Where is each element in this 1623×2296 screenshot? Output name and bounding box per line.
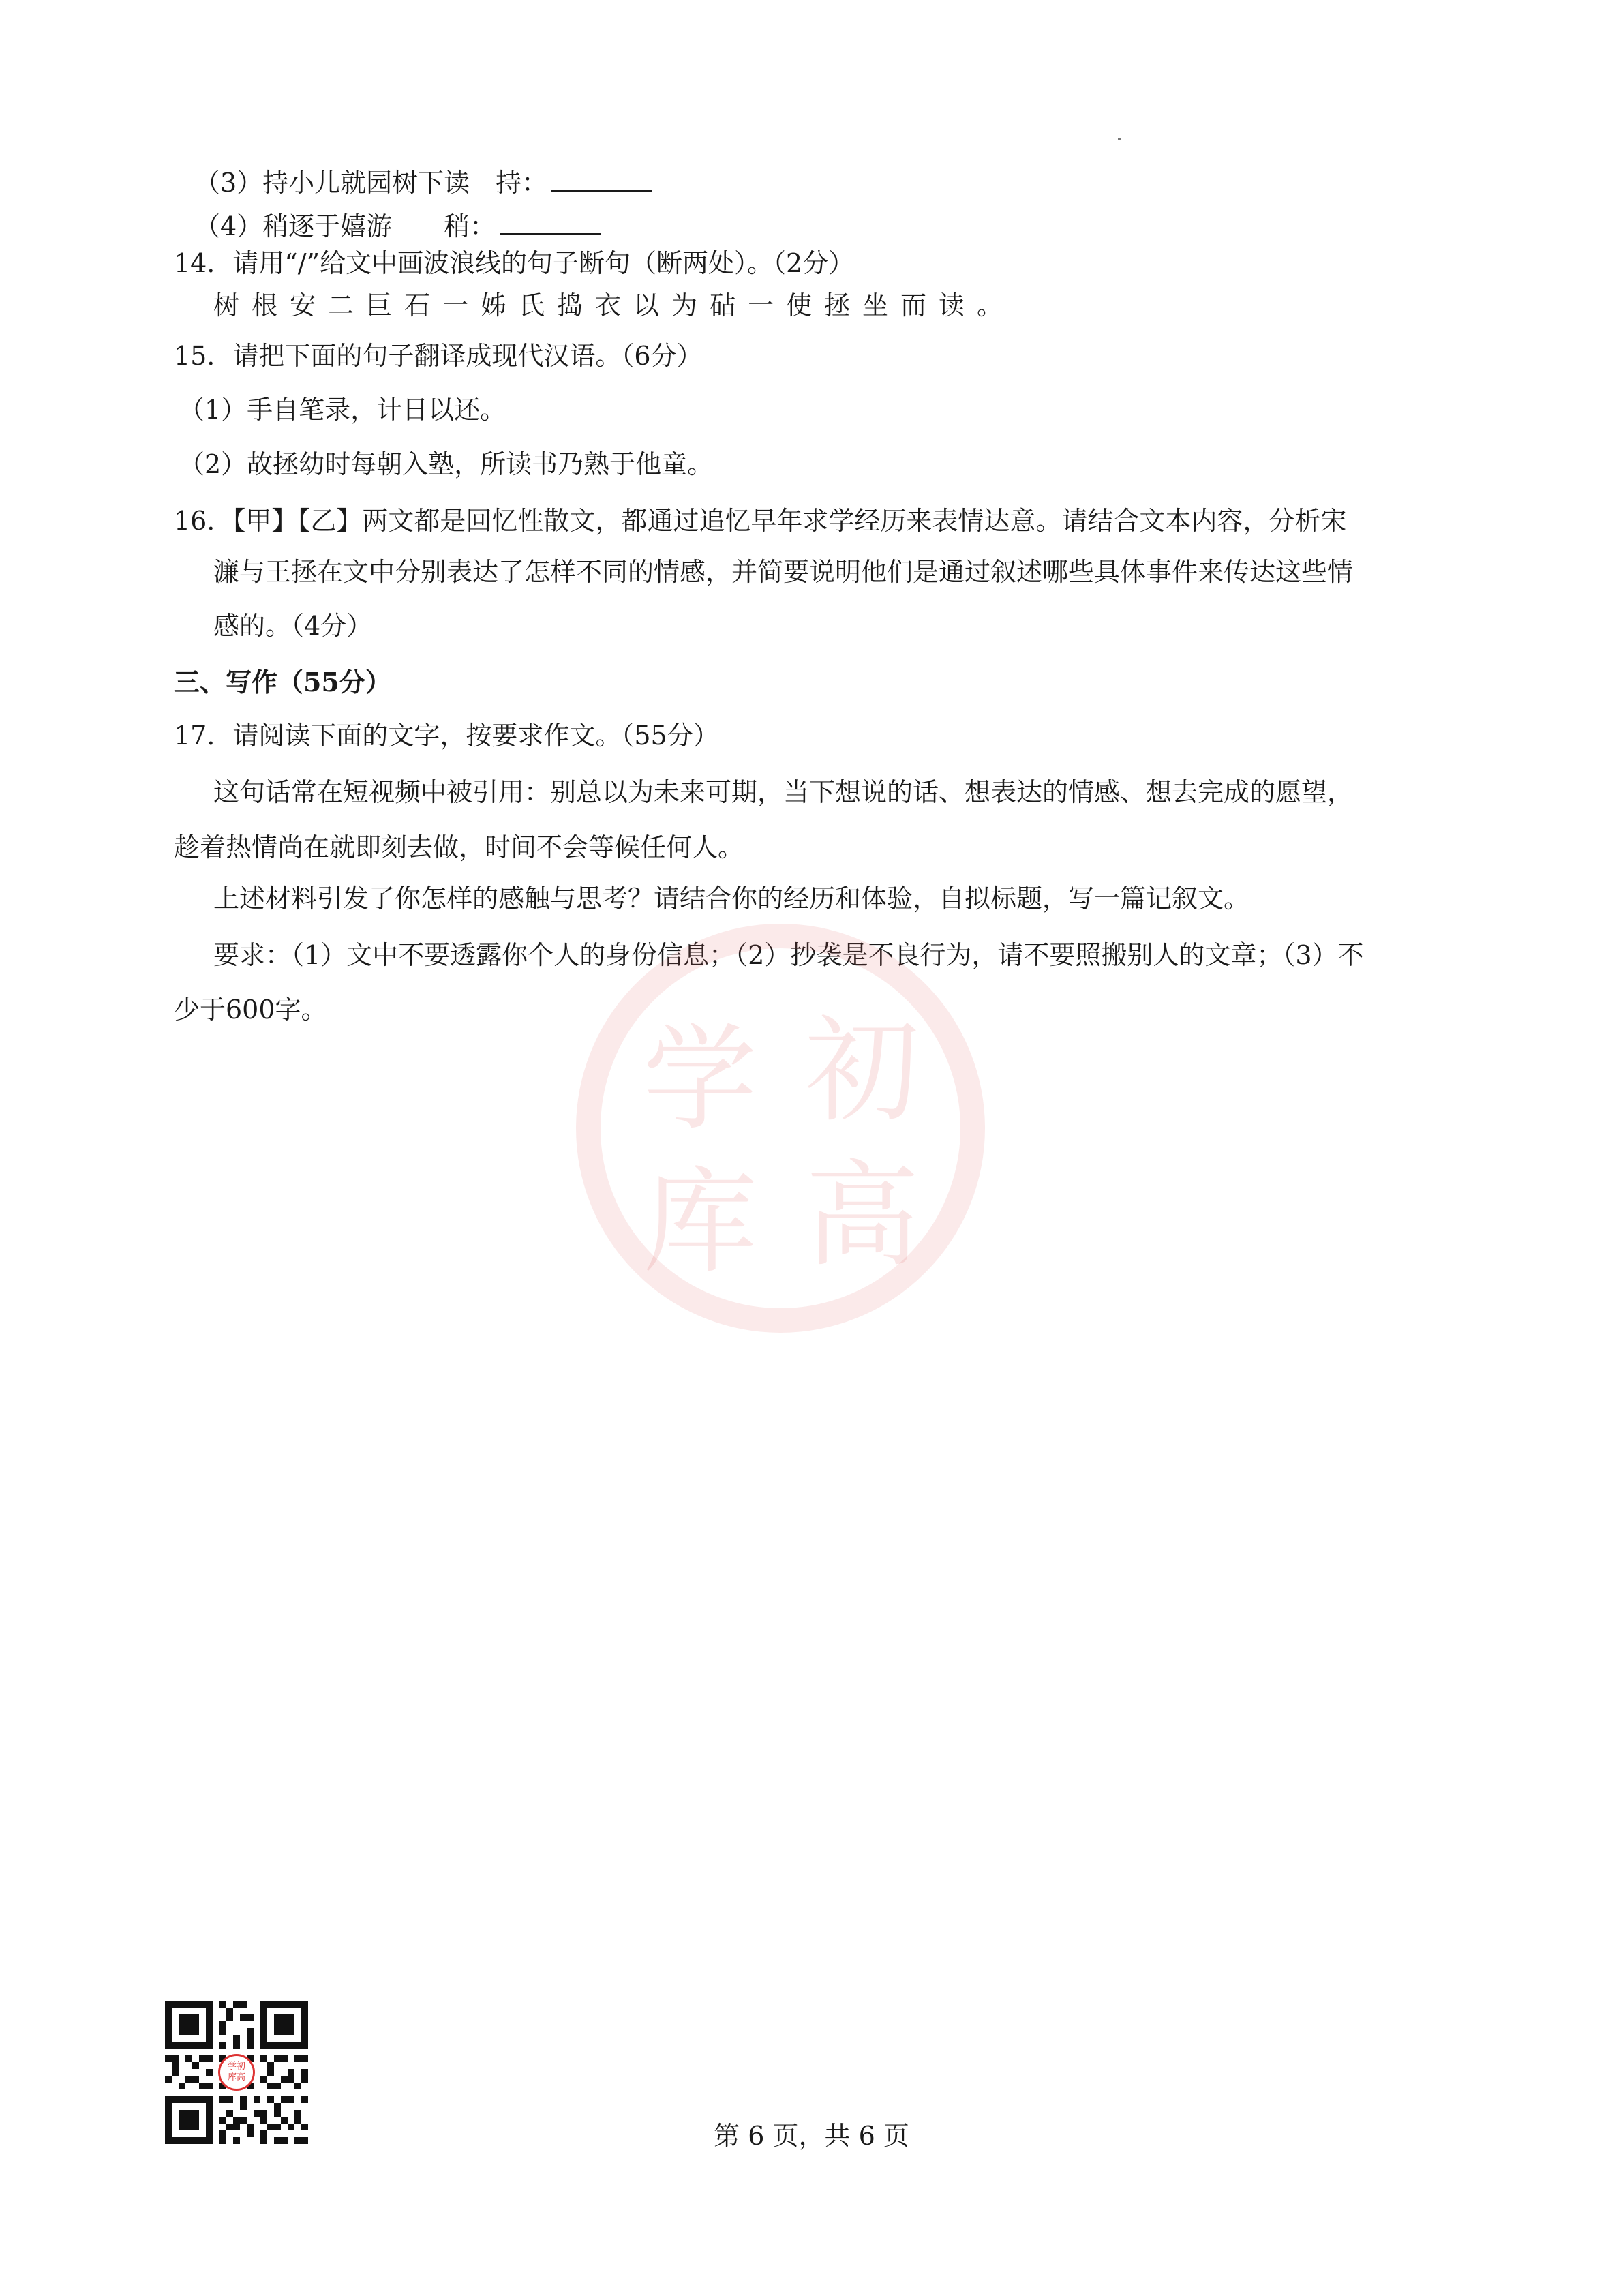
watermark-char-2: 初 [805,1004,920,1138]
question-13-3-text: （3）持小儿就园树下读 持： [194,168,548,198]
question-14-stem: 14．请用“/”给文中画波浪线的句子断句（断两处）。（2分） [174,248,855,278]
question-15-item-1: （1）手自笔录，计日以还。 [179,395,506,425]
question-16-line-1: 16．【甲】【乙】两文都是回忆性散文，都通过追忆早年求学经历来表情达意。请结合文本内容，分析宋 [174,506,1347,536]
question-15-stem: 15．请把下面的句子翻译成现代汉语。（6分） [174,341,703,371]
watermark-seal [576,924,985,1333]
answer-blank-13-4 [500,206,601,235]
question-17-requirements-2: 少于600字。 [174,995,327,1025]
watermark-char-1: 学 [643,1012,757,1146]
question-17-material-2: 趁着热情尚在就即刻去做，时间不会等候任何人。 [174,832,744,862]
question-13-4-text: （4）稍逐于嬉游 稍： [194,211,496,241]
question-15-item-2: （2）故拯幼时每朝入塾，所读书乃熟于他童。 [179,449,714,479]
question-16-line-2: 濂与王拯在文中分别表达了怎样不同的情感，并简要说明他们是通过叙述哪些具体事件来传达这些情 [213,557,1354,587]
question-17-requirements-1: 要求：（1）文中不要透露你个人的身份信息；（2）抄袭是不良行为，请不要照搬别人的文章；（3）不 [213,940,1364,970]
qr-seal-line-1: 学初 [227,2061,245,2072]
answer-blank-13-3 [551,162,652,192]
question-17-prompt: 上述材料引发了你怎样的感触与思考？请结合你的经历和体验，自拟标题，写一篇记叙文。 [213,883,1250,913]
qr-seal-logo [218,2054,255,2091]
question-16-line-3: 感的。（4分） [213,611,373,641]
question-17-stem: 17．请阅读下面的文字，按要求作文。（55分） [174,721,719,751]
section-3-title: 三、写作（55分） [174,667,391,697]
question-14-sentence: 树根安二巨石一姊氏捣衣以为砧一使拯坐而读。 [213,290,1016,320]
question-13-4 [194,206,601,243]
qr-seal-text [220,2061,253,2083]
question-17-material-1: 这句话常在短视频中被引用：别总以为未来可期，当下想说的话、想表达的情感、想去完成的愿望， [213,777,1354,807]
speck-mark [1118,138,1121,140]
question-13-3 [194,162,652,200]
page-footer: 第 6 页，共 6 页 [714,2121,909,2151]
watermark-char-3: 库 [643,1155,757,1289]
watermark-char-4: 高 [805,1149,920,1282]
qr-seal-line-2: 库高 [227,2072,245,2083]
